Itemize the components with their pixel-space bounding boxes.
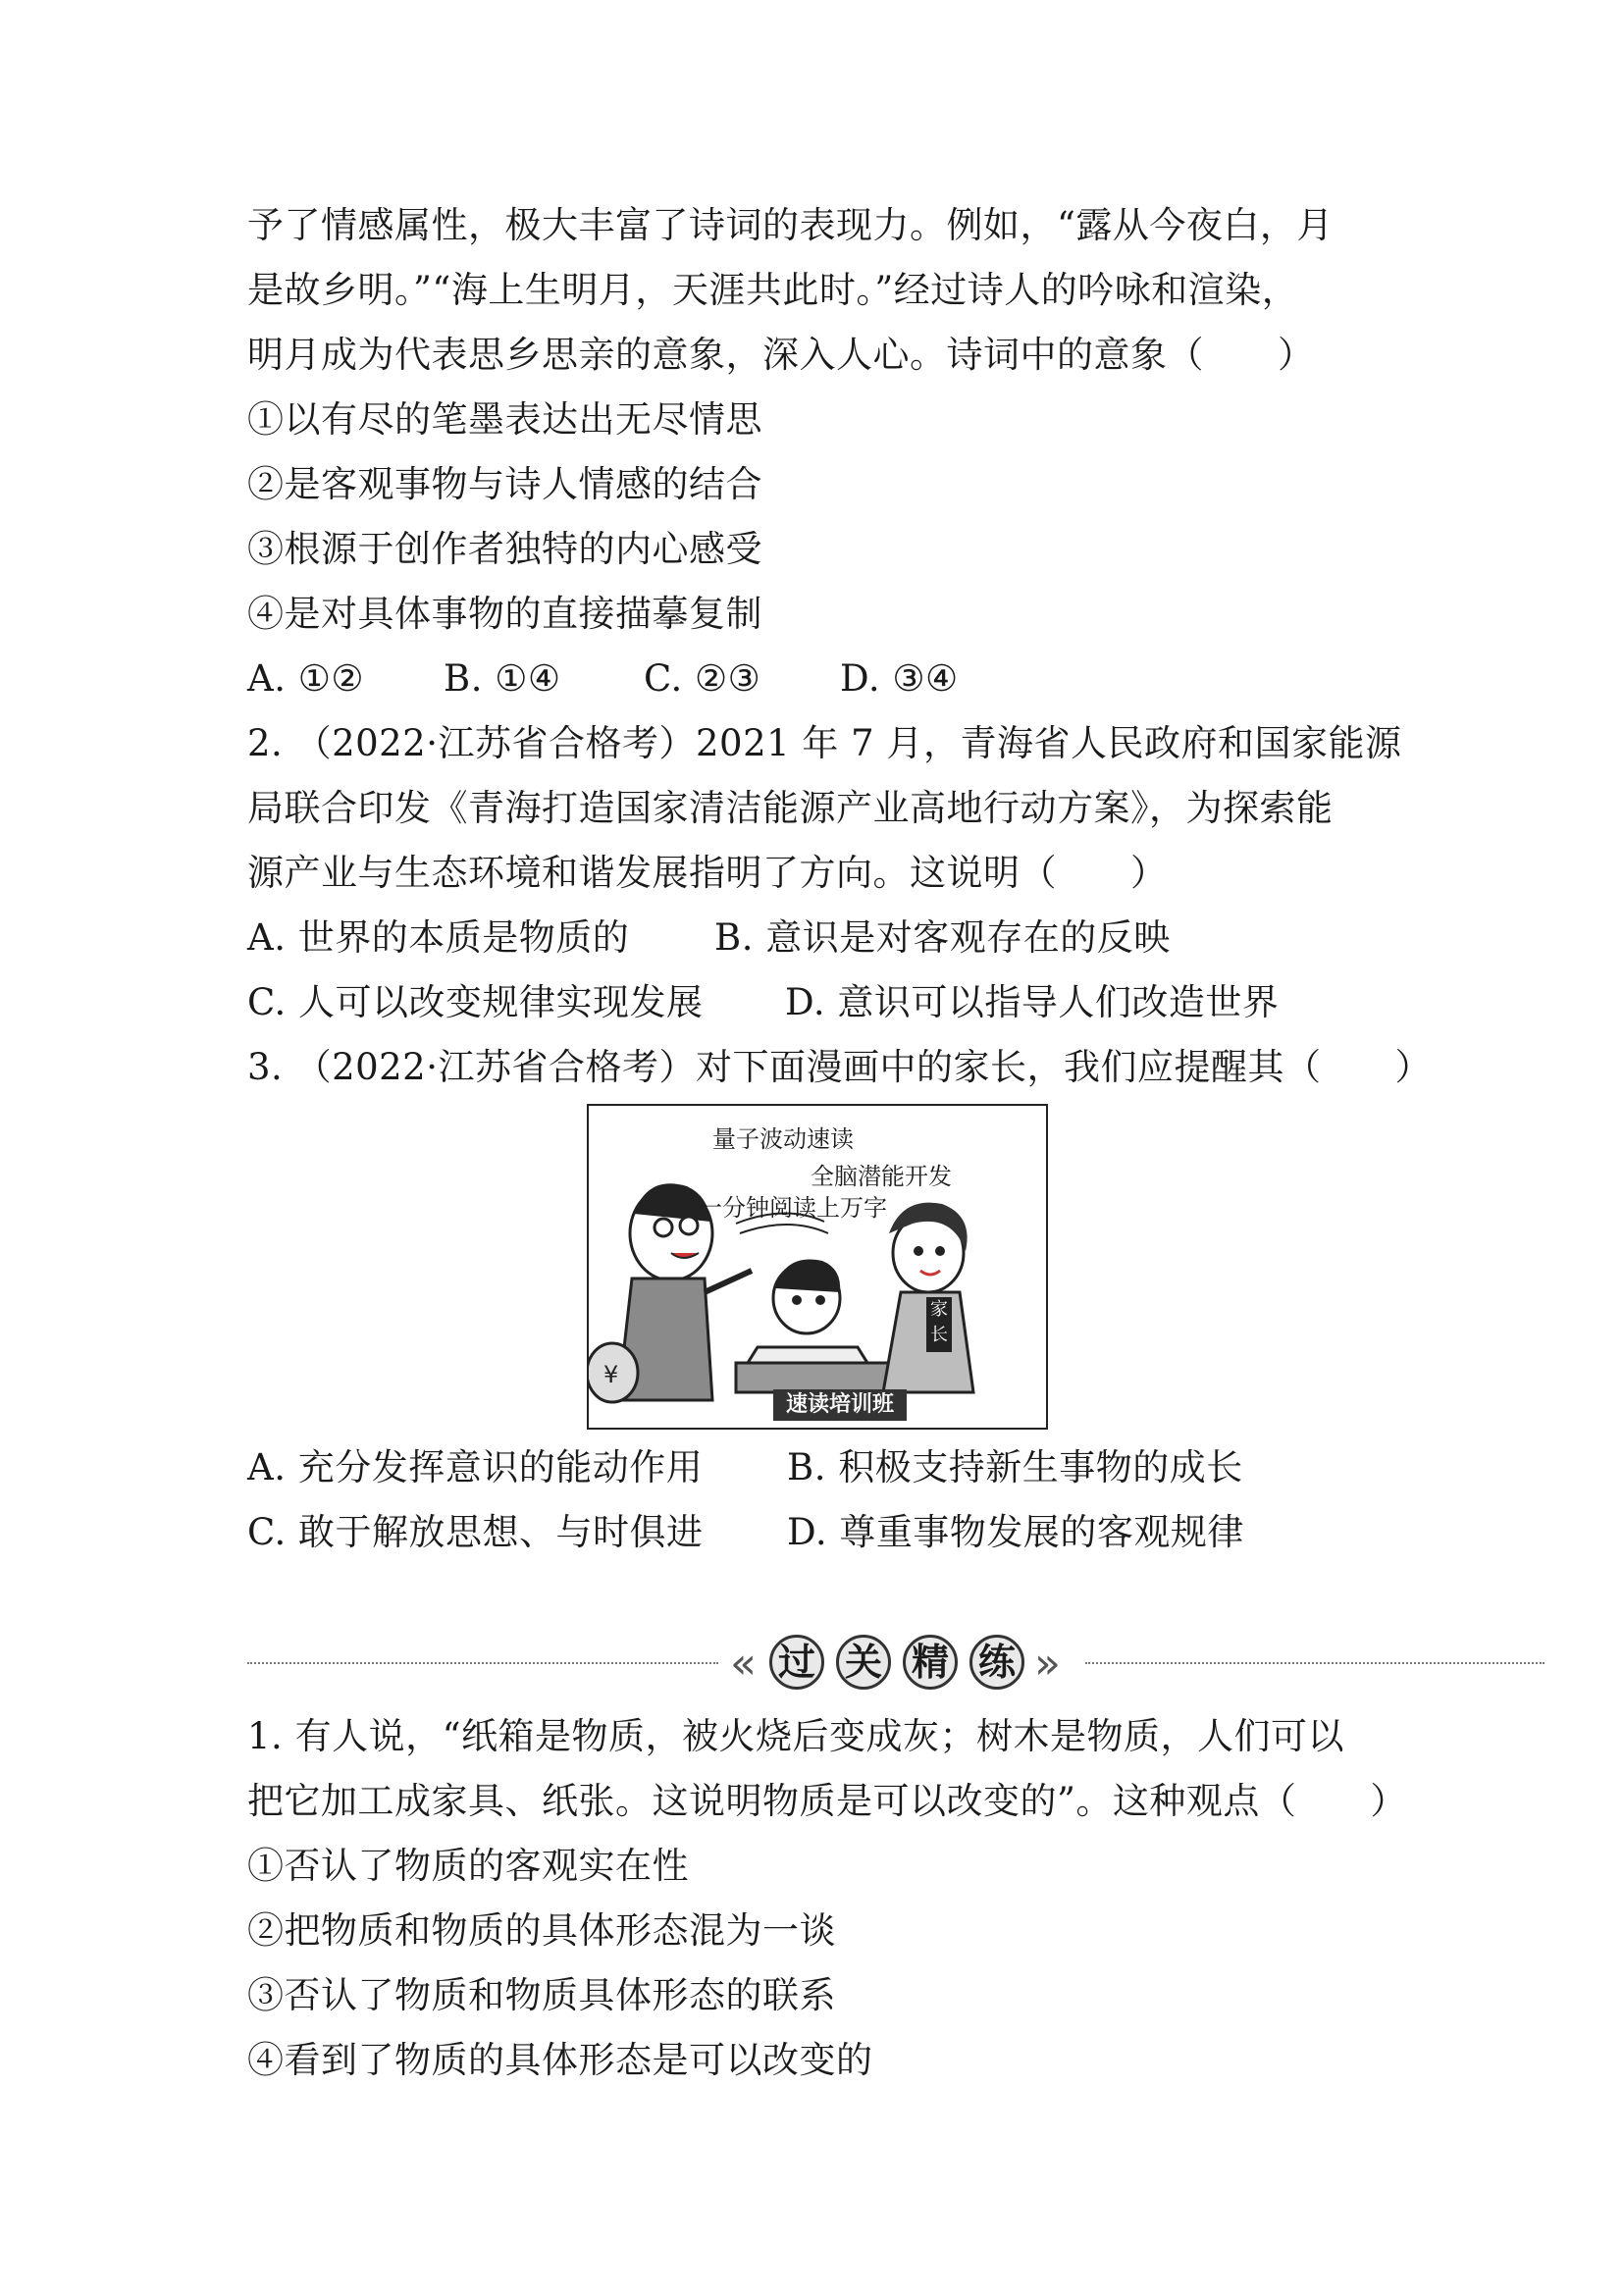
text-line: 局联合印发《青海打造国家清洁能源产业高地行动方案》，为探索能: [247, 787, 1334, 829]
option-line: ③否认了物质和物质具体形态的联系: [247, 1974, 836, 2016]
q3-choices-row-1: [247, 1438, 1327, 1497]
divider: [247, 1662, 718, 1664]
banner-char: 过: [769, 1635, 824, 1690]
choice-d[interactable]: D. ③④: [840, 657, 959, 700]
section-banner: [730, 1633, 1075, 1694]
choice-d[interactable]: D. 意识可以指导人们改造世界: [785, 981, 1280, 1023]
cartoon-caption: 全脑潜能开发: [811, 1163, 952, 1190]
option-line: ①否认了物质的客观实在性: [247, 1845, 689, 1887]
parent-badge: 家长: [926, 1297, 952, 1352]
option-line: ①以有尽的笔墨表达出无尽情思: [247, 398, 762, 441]
choice-c[interactable]: C. 敢于解放思想、与时俱进: [247, 1511, 704, 1553]
q1-choices: [247, 650, 1130, 708]
training-class-sign: 速读培训班: [773, 1389, 907, 1421]
banner-char: 关: [836, 1635, 891, 1690]
question-3-stem: 3. （2022·江苏省合格考）对下面漫画中的家长，我们应提醒其（ ）: [247, 1046, 1432, 1088]
practice-1-stem: 1. 有人说，“纸箱是物质，被火烧后变成灰；树木是物质，人们可以: [247, 1715, 1344, 1757]
chevron-right-icon: »: [1034, 1639, 1061, 1689]
cartoon-drawing: [589, 1106, 1046, 1428]
choice-a[interactable]: A. 世界的本质是物质的: [247, 916, 630, 959]
option-line: ③根源于创作者独特的内心感受: [247, 528, 762, 570]
text-line: 把它加工成家具、纸张。这说明物质是可以改变的”。这种观点（ ）: [247, 1780, 1407, 1822]
text-line: 予了情感属性，极大丰富了诗词的表现力。例如，“露从今夜白，月: [247, 204, 1334, 246]
choice-b[interactable]: B. 意识是对客观存在的反映: [714, 916, 1171, 959]
divider: [1085, 1662, 1544, 1664]
q2-choices-row-2: [247, 973, 1327, 1032]
chevron-left-icon: «: [730, 1639, 757, 1689]
choice-a[interactable]: A. 充分发挥意识的能动作用: [247, 1446, 704, 1488]
cartoon-illustration: [587, 1104, 1048, 1430]
text-line: 明月成为代表思乡思亲的意象，深入人心。诗词中的意象（ ）: [247, 334, 1315, 376]
choice-a[interactable]: A. ①②: [247, 657, 365, 700]
option-line: ④是对具体事物的直接描摹复制: [247, 593, 762, 635]
choice-c[interactable]: C. 人可以改变规律实现发展: [247, 981, 704, 1023]
text-line: 是故乡明。”“海上生明月，天涯共此时。”经过诗人的吟咏和渲染，: [247, 269, 1299, 311]
option-line: ②把物质和物质的具体形态混为一谈: [247, 1909, 836, 1952]
choice-b[interactable]: B. ①④: [444, 657, 561, 700]
choice-d[interactable]: D. 尊重事物发展的客观规律: [787, 1511, 1244, 1553]
choice-b[interactable]: B. 积极支持新生事物的成长: [787, 1446, 1243, 1488]
option-line: ④看到了物质的具体形态是可以改变的: [247, 2039, 873, 2081]
banner-char: 练: [969, 1635, 1024, 1690]
text-line: 源产业与生态环境和谐发展指明了方向。这说明（ ）: [247, 852, 1168, 894]
svg-text:¥: ¥: [603, 1361, 619, 1388]
cartoon-caption: 量子波动速读: [712, 1125, 854, 1153]
question-2-stem: 2. （2022·江苏省合格考）2021 年 7 月，青海省人民政府和国家能源: [247, 722, 1402, 764]
banner-char: 精: [903, 1635, 958, 1690]
option-line: ②是客观事物与诗人情感的结合: [247, 463, 762, 505]
q3-choices-row-2: [247, 1503, 1327, 1562]
choice-c[interactable]: C. ②③: [644, 657, 761, 700]
cartoon-caption: 一分钟阅读上万字: [699, 1194, 887, 1222]
q2-choices-row-1: [247, 909, 1327, 967]
